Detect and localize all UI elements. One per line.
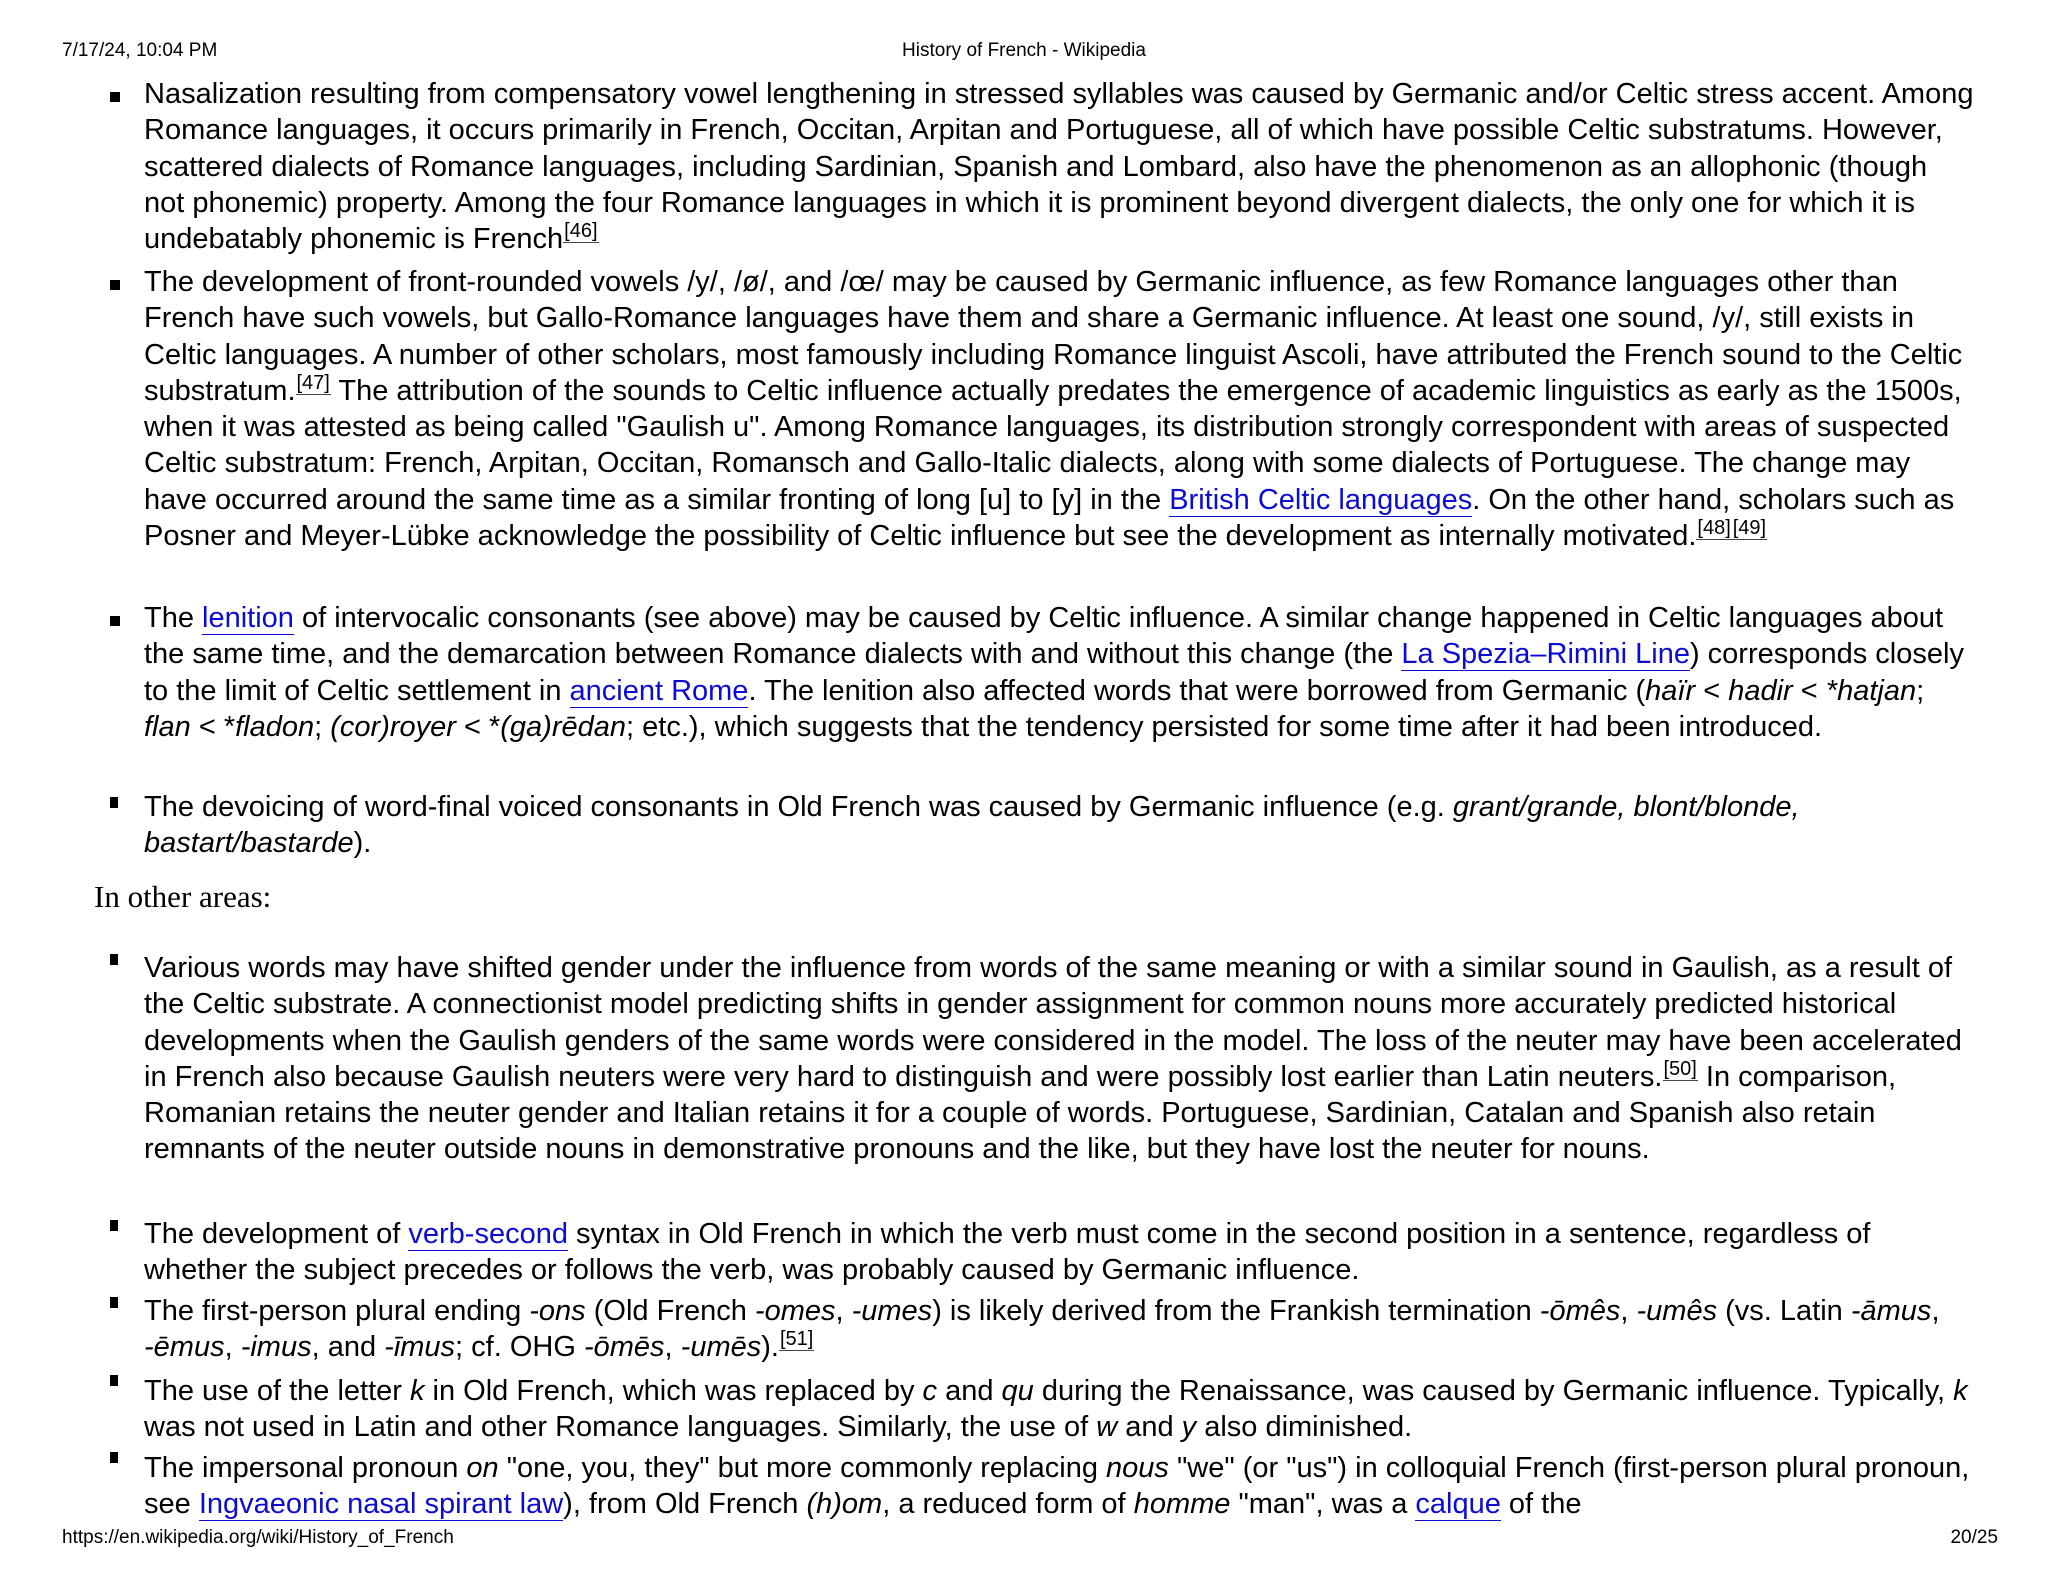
- italic-term: (cor)royer: [330, 710, 456, 743]
- link-la-spezia-rimini-line[interactable]: La Spezia–Rimini Line: [1401, 638, 1690, 671]
- item-text: was not used in Latin and other Romance languages. Similarly, the use of: [144, 1411, 1097, 1444]
- item-text: ), from Old French: [563, 1488, 807, 1521]
- item-text: , and: [311, 1331, 385, 1364]
- italic-term: -omes: [754, 1295, 836, 1327]
- item-text: ;: [1916, 674, 1925, 707]
- italic-term: -ōmês: [1539, 1295, 1621, 1327]
- bullet-icon: [110, 1375, 118, 1386]
- item-text: ; etc.), which suggests that the tendency persisted for some time after it had been introduced.: [626, 710, 1823, 743]
- citation-link[interactable]: [48]: [1697, 517, 1731, 540]
- item-text: < *: [455, 710, 501, 743]
- italic-term: *hatjan: [1825, 674, 1917, 707]
- item-text: <: [1792, 674, 1826, 707]
- item-text: The: [144, 602, 203, 634]
- item-text: and: [937, 1375, 1002, 1407]
- item-text: The development of front-rounded vowels /y/, /ø/, and /œ/ may be caused by Germanic influence, as few Romance languages other than French have such vowels, but Gallo-Romance languages have them and share a Germanic influence. At least one sound, /y/, still exists in Celtic languages. A number of other scholars, most famously including Romance linguist Ascoli, have attributed the French sound to the Celtic substratum.: [144, 266, 1963, 407]
- item-text: also diminished.: [1196, 1411, 1413, 1444]
- item-text: Various words may have shifted gender under the influence from words of the same meaning or with a similar sound in Gaulish, as a result of the Celtic substrate. A connectionist model predicting shifts in gender assignment for common nouns more accurately predicted historical developments when the Gaulish genders of the same words were considered in the model. The loss of the neuter may have been accelerated in French also because Gaulish neuters were very hard to distinguish and were possibly lost earlier than Latin neuters.: [144, 952, 1962, 1093]
- italic-term: -ons: [529, 1295, 586, 1327]
- list-item-front-rounded-vowels: [144, 264, 1974, 554]
- item-text: , a reduced form of: [882, 1488, 1134, 1521]
- bullet-icon: [110, 92, 120, 102]
- link-calque[interactable]: calque: [1415, 1488, 1501, 1521]
- bullet-icon: [110, 280, 120, 290]
- item-text: The use of the letter: [144, 1375, 410, 1407]
- item-text: In comparison, Romanian retains the neuter gender and Italian retains it for a couple of words. Portuguese, Sardinian, Catalan and Spanish also retain remnants of the neuter outside nouns in demonstrative pronouns and the like, but they have lost the neuter for nouns.: [144, 1060, 1897, 1166]
- item-text: The attribution of the sounds to Celtic influence actually predates the emergence of academic linguistics as early as the 1500s, when it was attested as being called "Gaulish u". Among Romance languages, its distribution strongly correspondent with areas of suspected Celtic substratum: French, Arpitan, Occitan, Romansch and Gallo-Italic dialects, along with some dialects of Portuguese. The change may have occurred around the same time as a similar fronting of long [u] to [y] in the: [144, 374, 1962, 516]
- item-text: ,: [224, 1331, 241, 1364]
- italic-term: -umês: [1636, 1295, 1718, 1327]
- item-text: The first-person plural ending: [144, 1295, 530, 1327]
- item-text: < *: [190, 710, 236, 743]
- italic-term: -āmus: [1850, 1295, 1932, 1327]
- link-ancient-rome[interactable]: ancient Rome: [569, 674, 749, 707]
- item-text: ,: [1620, 1295, 1637, 1327]
- item-text: ).: [761, 1331, 779, 1364]
- item-text: and: [1117, 1411, 1182, 1444]
- list-item-ons-ending: [144, 1293, 1974, 1366]
- item-text: <: [1695, 674, 1729, 707]
- italic-term: hadir: [1728, 674, 1793, 707]
- item-text: (Old French: [585, 1295, 755, 1327]
- section-label: In other areas:: [94, 879, 272, 914]
- list-item-nasalization: [144, 76, 1974, 257]
- italic-term: haïr: [1645, 674, 1696, 707]
- italic-term: -īmus: [384, 1331, 456, 1364]
- link-lenition[interactable]: lenition: [202, 602, 294, 634]
- item-text: ;: [314, 710, 331, 743]
- italic-term: homme: [1133, 1488, 1231, 1521]
- italic-term: c: [922, 1375, 938, 1407]
- print-page-title: History of French - Wikipedia: [902, 40, 1146, 61]
- italic-term: nous: [1106, 1452, 1169, 1484]
- item-text: during the Renaissance, was caused by Germanic influence. Typically,: [1033, 1375, 1954, 1407]
- italic-term: k: [409, 1375, 425, 1407]
- item-text: of intervocalic consonants (see above) may be caused by Celtic influence. A similar change happened in Celtic languages about the same time, and the demarcation between Romance dialects with and without this change (the: [144, 602, 1944, 671]
- italic-term: fladon: [235, 710, 315, 743]
- bullet-icon: [110, 1452, 118, 1463]
- link-verb-second[interactable]: verb-second: [408, 1218, 568, 1250]
- list-item-pronoun-on: [144, 1450, 1974, 1523]
- italic-term: y: [1181, 1411, 1197, 1444]
- italic-term: (h)om: [806, 1488, 883, 1521]
- italic-term: -umes: [851, 1295, 933, 1327]
- citation-link[interactable]: [46]: [564, 220, 598, 243]
- item-text: ) is likely derived from the Frankish termination: [932, 1295, 1540, 1327]
- item-text: "we" (or "us") in colloquial French (first-person plural pronoun, see: [144, 1452, 1970, 1521]
- italic-term: on: [466, 1452, 499, 1484]
- list-item-devoicing: [144, 789, 1974, 862]
- bullet-icon: [110, 616, 120, 626]
- italic-term: k: [1953, 1375, 1968, 1407]
- item-text: in Old French, which was replaced by: [424, 1375, 923, 1407]
- item-text: "one, you, they" but more commonly replacing: [498, 1452, 1107, 1484]
- item-text: . The lenition also affected words that were borrowed from Germanic (: [748, 674, 1646, 707]
- item-text: ,: [835, 1295, 852, 1327]
- item-text: The impersonal pronoun: [144, 1452, 467, 1484]
- item-text: ,: [664, 1331, 681, 1364]
- italic-term: grant/grande, blont/blonde, bastart/bastarde: [144, 791, 1800, 860]
- bullet-icon: [110, 954, 118, 965]
- item-text: Nasalization resulting from compensatory vowel lengthening in stressed syllables was caused by Germanic and/or Celtic stress accent. Among Romance languages, it occurs primarily in French, Occitan, Arpitan and Portuguese, all of which have possible Celtic substratums. However, scattered dialects of Romance languages, including Sardinian, Spanish and Lombard, also have the phenomenon as an allophonic (though not phonemic) property. Among the four Romance languages in which it is prominent beyond divergent dialects, the only one for which it is undebatably phonemic is French: [144, 78, 1974, 256]
- item-text: The development of: [144, 1218, 409, 1250]
- item-text: . On the other hand, scholars such as Posner and Meyer-Lübke acknowledge the possibility of Celtic influence but see the development as internally motivated.: [144, 483, 1955, 553]
- item-text: of the: [1500, 1488, 1582, 1521]
- print-url: https://en.wikipedia.org/wiki/History_of_French: [62, 1527, 454, 1548]
- italic-term: -ōmēs: [583, 1331, 665, 1364]
- citation-link[interactable]: [47]: [296, 371, 330, 394]
- italic-term: w: [1096, 1411, 1118, 1444]
- citation-link[interactable]: [49]: [1732, 517, 1767, 540]
- bullet-icon: [110, 797, 118, 808]
- citation-link[interactable]: [51]: [779, 1328, 814, 1351]
- item-text: "man", was a: [1230, 1488, 1416, 1521]
- item-text: ) corresponds closely to the limit of Celtic settlement in: [144, 638, 1964, 707]
- italic-term: flan: [144, 710, 191, 743]
- italic-term: -imus: [240, 1331, 312, 1364]
- list-item-letter-k: [144, 1373, 1974, 1446]
- citation-link[interactable]: [50]: [1663, 1057, 1697, 1080]
- item-text: ).: [353, 827, 372, 860]
- item-text: ; cf. OHG: [455, 1331, 584, 1364]
- italic-term: -umēs: [680, 1331, 762, 1364]
- italic-term: qu: [1001, 1375, 1034, 1407]
- item-text: ,: [1931, 1295, 1940, 1327]
- item-text: syntax in Old French in which the verb must come in the second position in a sentence, regardless of whether the subject precedes or follows the verb, was probably caused by Germanic influence.: [144, 1218, 1871, 1287]
- list-item-gender-shift: [144, 950, 1974, 1168]
- list-item-lenition: [144, 600, 1974, 745]
- item-text: (vs. Latin: [1717, 1295, 1851, 1327]
- bullet-icon: [110, 1220, 118, 1231]
- page-number: 20/25: [1950, 1527, 1998, 1548]
- italic-term: (ga)rēdan: [500, 710, 627, 743]
- link-british-celtic-languages[interactable]: British Celtic languages: [1169, 483, 1473, 516]
- link-ingvaeonic-nasal-spirant-law[interactable]: Ingvaeonic nasal spirant law: [198, 1488, 564, 1521]
- item-text: The devoicing of word-final voiced consonants in Old French was caused by Germanic influence (e.g.: [144, 791, 1453, 823]
- italic-term: -ēmus: [144, 1331, 225, 1364]
- bullet-icon: [110, 1297, 118, 1308]
- list-item-verb-second: [144, 1216, 1974, 1289]
- print-datetime: 7/17/24, 10:04 PM: [62, 40, 218, 61]
